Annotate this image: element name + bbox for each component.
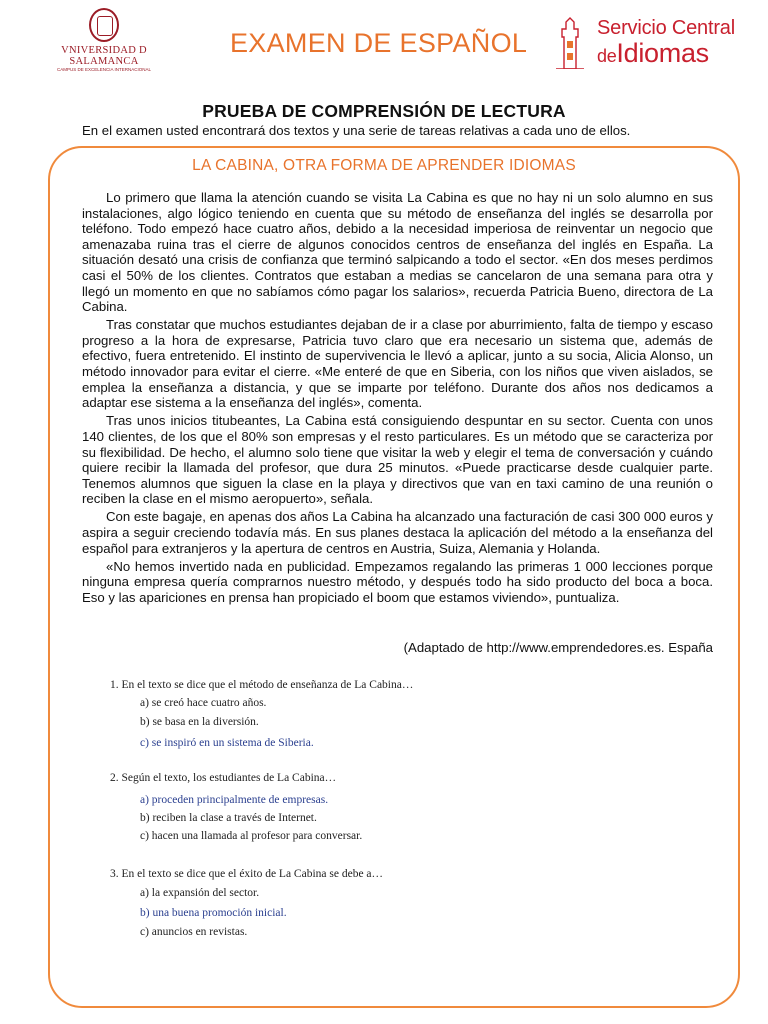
reading-text [82, 190, 713, 608]
answer-option[interactable]: a) se creó hace cuatro años. [140, 697, 267, 709]
paragraph: Con este bagaje, en apenas dos años La Cabina ha alcanzado una facturación de casi 300 000 euros y aspira a seguir creciendo todavía más. En sus planes destaca la aplicación del método a la enseñanza del español para extranjeros y la apertura de centros en Austria, Suiza, Alemania y Holanda. [82, 509, 713, 556]
service-name-line1: Servicio Central [597, 17, 735, 39]
answer-option-marked[interactable]: c) se inspiró en un sistema de Siberia. [140, 737, 314, 749]
university-name: VNIVERSIDAD D SALAMANCA [61, 45, 147, 67]
answer-option[interactable]: a) la expansión del sector. [140, 887, 260, 899]
question-stem: 3. En el texto se dice que el éxito de La Cabina se debe a… [110, 868, 384, 880]
answer-option-marked[interactable]: b) una buena promoción inicial. [140, 907, 287, 919]
language-service-logo [552, 14, 752, 70]
exam-title: EXAMEN DE ESPAÑOL [230, 28, 528, 58]
question-stem: 2. Según el texto, los estudiantes de La Cabina… [110, 772, 337, 784]
page-header [0, 0, 768, 95]
paragraph: Tras constatar que muchos estudiantes dejaban de ir a clase por aburrimiento, falta de tiempo y escaso progreso a la hora de expresarse, Patricia tuvo claro que era necesario un sistema que, además de efectivo, fuera entretenido. El instinto de supervivencia le llevó a aplicar, junto a su socia, Alicia Alonso, un método innovador para evitar el cierre. «Me enteré de que en Siberia, con los niños que viven aislados, se emplea la enseñanza a distancia, y que se imparte por teléfono. Durante dos años nos dedicamos a adaptar ese sistema a la enseñanza del inglés», comenta. [82, 317, 713, 411]
paragraph: «No hemos invertido nada en publicidad. Empezamos regalando las primeras 1 000 lecciones porque ninguna empresa quería comprarnos nuestro método, y después todo ha sido producto del boca a boca. Eso y las apariciones en prensa han propiciado el boom que estamos viviendo», puntualiza. [82, 558, 713, 605]
university-subtitle: CAMPUS DE EXCELENCIA INTERNACIONAL [56, 67, 152, 72]
answer-option[interactable]: c) hacen una llamada al profesor para conversar. [140, 830, 363, 842]
answer-option[interactable]: c) anuncios en revistas. [140, 926, 248, 938]
intro-text: En el examen usted encontrará dos textos y una serie de tareas relativas a cada uno de ellos. [82, 123, 631, 138]
answer-option-marked[interactable]: a) proceden principalmente de empresas. [140, 794, 329, 806]
service-name-prefix: de [597, 46, 617, 66]
paragraph: Tras unos inicios titubeantes, La Cabina está consiguiendo despuntar en su sector. Cuenta con unos 140 clientes, de los que el 80% son empresas y el resto particulares. Es un método que se caracteriza por su flexibilidad. De hecho, el alumno solo tiene que visitar la web y elegir el tema de conversación y cuándo quiere recibir la llamada del profesor, que dura 25 minutos. «Puede practicarse desde cualquier parte. Tenemos alumnos que siguen la clase en la playa y directivos que van en taxi camino de una reunión o reciben la clase en el mismo aeropuerto», señala. [82, 413, 713, 507]
text-source: (Adaptado de http://www.emprendedores.es. España [403, 640, 713, 655]
service-name-line2 [597, 38, 709, 69]
tower-icon [556, 17, 584, 69]
university-seal-icon [89, 8, 119, 42]
university-logo [54, 8, 154, 82]
paragraph: Lo primero que llama la atención cuando se visita La Cabina es que no hay ni un solo alumno en sus instalaciones, algo lógico teniendo en cuenta que su método de enseñanza del inglés se desarrolla por teléfono. Todo empezó hace cuatro años, debido a la necesidad imperiosa de reinventar un negocio que amenazaba ruina tras el cierre de algunos conocidos centros de enseñanza del inglés en España. La situación desató una crisis de confianza que terminó salpicando a todo el sector. «En dos meses perdimos casi el 50% de los clientes. Contratos que estaban a medias se cancelaron de una semana para otra y llegó un momento en que no sabíamos cómo pagar los salarios», recuerda Patricia Bueno, directora de La Cabina. [82, 190, 713, 315]
question-stem: 1. En el texto se dice que el método de enseñanza de La Cabina… [110, 679, 414, 691]
answer-option[interactable]: b) se basa en la diversión. [140, 716, 259, 728]
service-name-main: Idiomas [616, 38, 709, 68]
answer-option[interactable]: b) reciben la clase a través de Internet. [140, 812, 317, 824]
reading-title: LA CABINA, OTRA FORMA DE APRENDER IDIOMAS [192, 157, 576, 174]
test-title: PRUEBA DE COMPRENSIÓN DE LECTURA [202, 101, 566, 121]
